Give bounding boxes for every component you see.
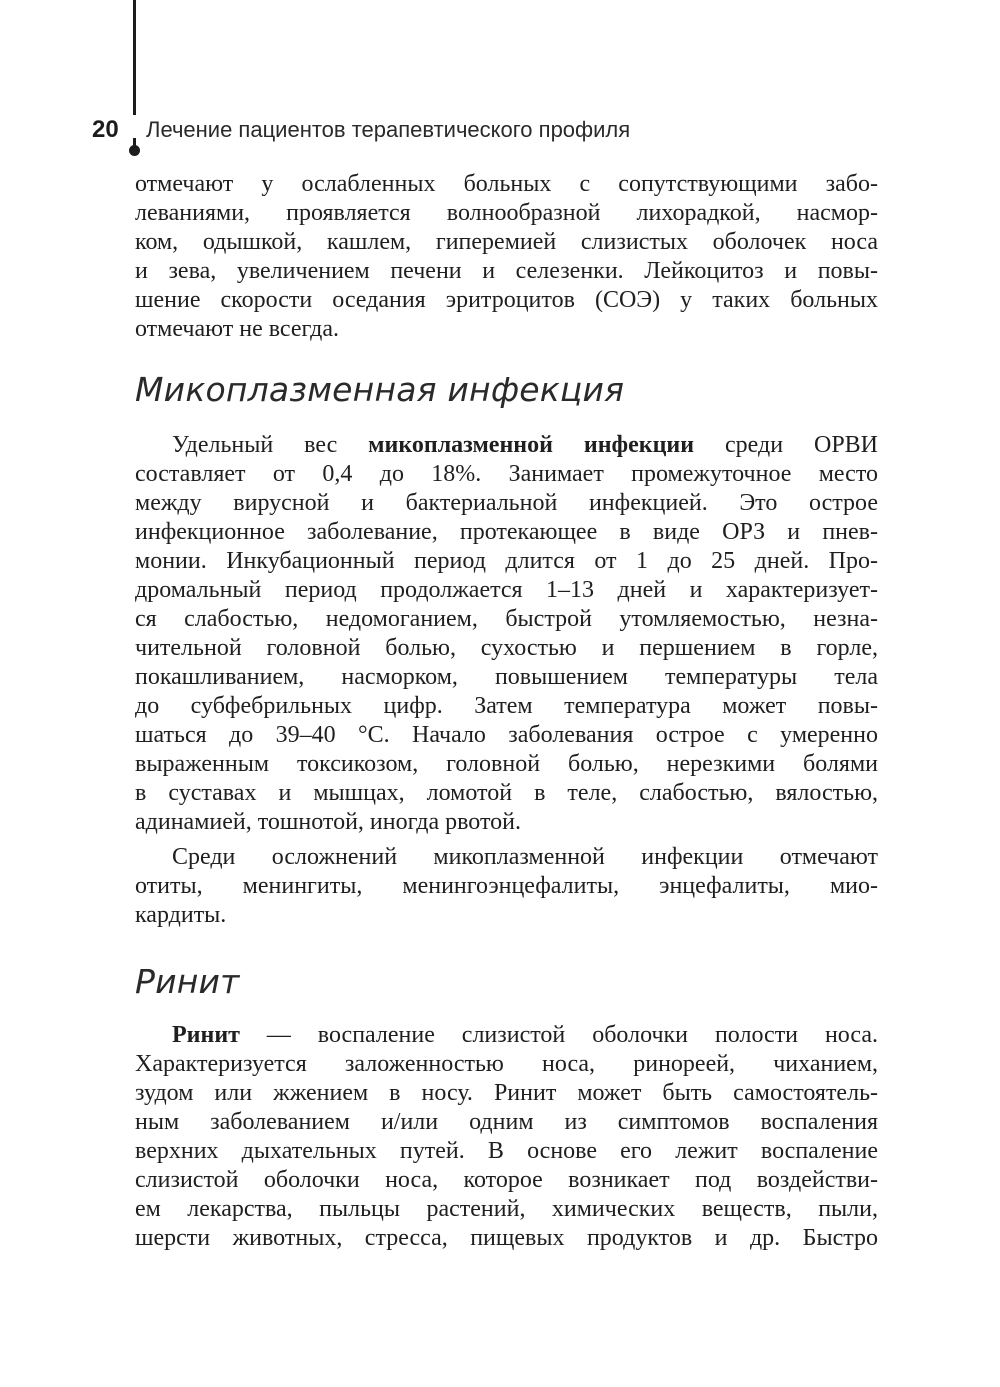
mycoplasma-p2-line: Среди осложнений микоплазменной инфекции отмечают xyxy=(172,844,878,870)
rhinitis-p1-line: зудом или жжением в носу. Ринит может быть самостоятель- xyxy=(135,1080,878,1106)
mycoplasma-p1-line: адинамией, тошнотой, иногда рвотой. xyxy=(135,809,521,835)
mycoplasma-p1-line: в суставах и мышцах, ломотой в теле, слабостью, вялостью, xyxy=(135,780,878,806)
mycoplasma-p1-first-line: Удельный вес микоплазменной инфекции среди ОРВИ xyxy=(172,432,878,458)
rhinitis-p1-line: верхних дыхательных путей. В основе его лежит воспаление xyxy=(135,1138,878,1164)
intro-line: леваниями, проявляется волнообразной лихорадкой, насмор- xyxy=(135,200,878,226)
mycoplasma-p1-line: чительной головной болью, сухостью и першением в горле, xyxy=(135,635,878,661)
mycoplasma-p1-line: монии. Инкубационный период длится от 1 до 25 дней. Про- xyxy=(135,548,878,574)
rhinitis-p1-line: ем лекарства, пыльцы растений, химических веществ, пыли, xyxy=(135,1196,878,1222)
mycoplasma-p2-line: отиты, менингиты, менингоэнцефалиты, энцефалиты, мио- xyxy=(135,873,878,899)
running-title: Лечение пациентов терапевтического профиля xyxy=(146,117,631,142)
mycoplasma-p1-line: шаться до 39–40 °С. Начало заболевания острое с умеренно xyxy=(135,722,878,748)
mycoplasma-p1-line: дромальный период продолжается 1–13 дней и характеризует- xyxy=(135,577,878,603)
mycoplasma-p1-line: между вирусной и бактериальной инфекцией. Это острое xyxy=(135,490,878,516)
intro-line: шение скорости оседания эритроцитов (СОЭ) у таких больных xyxy=(135,287,878,313)
section-heading-mycoplasma: Микоплазменная инфекция xyxy=(135,370,625,409)
page-number: 20 xyxy=(92,116,119,143)
intro-line: ком, одышкой, кашлем, гиперемией слизистых оболочек носа xyxy=(135,229,878,255)
mycoplasma-p1-line: выраженным токсикозом, головной болью, нерезкими болями xyxy=(135,751,878,777)
section-heading-rhinitis: Ринит xyxy=(135,962,240,1001)
rhinitis-p1-line: слизистой оболочки носа, которое возникает под воздействи- xyxy=(135,1167,878,1193)
intro-line: отмечают не всегда. xyxy=(135,316,340,342)
rhinitis-p1-line: Характеризуется заложенностью носа, ринореей, чиханием, xyxy=(135,1051,878,1077)
rhinitis-p1-line: ным заболеванием и/или одним из симптомов воспаления xyxy=(135,1109,878,1135)
header-dot-icon xyxy=(129,145,140,156)
mycoplasma-p1-line: до субфебрильных цифр. Затем температура может повы- xyxy=(135,693,878,719)
mycoplasma-p1-line: покашливанием, насморком, повышением температуры тела xyxy=(135,664,878,690)
mycoplasma-p1-line: составляет от 0,4 до 18%. Занимает промежуточное место xyxy=(135,461,878,487)
rhinitis-p1-line: шерсти животных, стресса, пищевых продуктов и др. Быстро xyxy=(135,1225,878,1251)
header-vertical-rule xyxy=(133,0,136,115)
mycoplasma-p2-line: кардиты. xyxy=(135,902,227,928)
intro-line: отмечают у ослабленных больных с сопутствующими забо- xyxy=(135,171,878,197)
rhinitis-p1-first-line: Ринит — воспаление слизистой оболочки полости носа. xyxy=(172,1022,878,1048)
term-rhinitis: Ринит xyxy=(172,1022,240,1048)
intro-line: и зева, увеличением печени и селезенки. Лейкоцитоз и повы- xyxy=(135,258,878,284)
mycoplasma-p1-line: ся слабостью, недомоганием, быстрой утомляемостью, незна- xyxy=(135,606,878,632)
mycoplasma-p1-line: инфекционное заболевание, протекающее в виде ОРЗ и пнев- xyxy=(135,519,878,545)
term-mycoplasma: микоплазменной инфекции xyxy=(368,432,695,458)
